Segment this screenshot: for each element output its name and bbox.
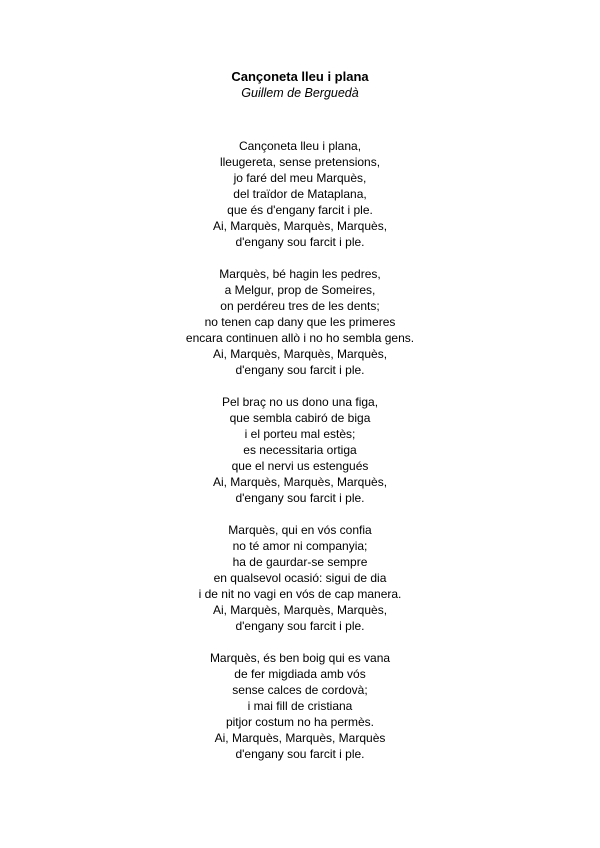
poem-line: lleugereta, sense pretensions, [219, 155, 381, 169]
poem-line: a Melgur, prop de Someires, [224, 283, 376, 297]
poem-line: Marquès, qui en vós confia [228, 523, 372, 537]
poem-line: del traïdor de Mataplana, [233, 187, 367, 201]
refrain-line: Ai, Marquès, Marquès, Marquès, [212, 475, 388, 489]
poem-line: Marquès, bé hagin les pedres, [219, 267, 381, 281]
poem-line: ha de gaurdar-se sempre [232, 555, 368, 569]
poem-title: Cançoneta lleu i plana [231, 69, 369, 84]
refrain-line: d'engany sou farcit i ple. [235, 619, 365, 633]
poem-line: i de nit no vagi en vós de cap manera. [198, 587, 402, 601]
poem-line: no té amor ni companyia; [232, 539, 368, 553]
poem-line: encara continuen allò i no ho sembla gens. [185, 331, 415, 345]
refrain-line: Ai, Marquès, Marquès, Marquès [214, 731, 386, 745]
stanza-2 [0, 266, 600, 378]
poem-line: on perdéreu tres de les dents; [220, 299, 380, 313]
poem-line: i mai fill de cristiana [247, 699, 353, 713]
poem-line: Cançoneta lleu i plana, [238, 139, 362, 153]
stanza-4 [0, 522, 600, 634]
poem-line: pitjor costum no ha permès. [225, 715, 375, 729]
poem-body [0, 138, 600, 762]
stanza-1 [0, 138, 600, 250]
poem-line: jo faré del meu Marquès, [233, 171, 367, 185]
poem-line: que sembla cabiró de biga [229, 411, 371, 425]
stanza-5 [0, 650, 600, 762]
poem-author: Guillem de Berguedà [241, 86, 359, 100]
refrain-line: Ai, Marquès, Marquès, Marquès, [212, 603, 388, 617]
poem-line: en qualsevol ocasió: sigui de dia [213, 571, 387, 585]
refrain-line: Ai, Marquès, Marquès, Marquès, [212, 219, 388, 233]
refrain-line: Ai, Marquès, Marquès, Marquès, [212, 347, 388, 361]
stanza-3 [0, 394, 600, 506]
poem-line: sense calces de cordovà; [232, 683, 368, 697]
poem-line: que el nervi us estengués [231, 459, 369, 473]
refrain-line: d'engany sou farcit i ple. [235, 363, 365, 377]
poem-line: que és d'engany farcit i ple. [227, 203, 373, 217]
poem-line: de fer migdiada amb vós [234, 667, 366, 681]
poem-line: Marquès, és ben boig qui es vana [209, 651, 391, 665]
refrain-line: d'engany sou farcit i ple. [235, 235, 365, 249]
refrain-line: d'engany sou farcit i ple. [235, 747, 365, 761]
poem-line: es necessitaria ortiga [243, 443, 357, 457]
poem-line: i el porteu mal estès; [244, 427, 356, 441]
poem-line: Pel braç no us dono una figa, [221, 395, 379, 409]
refrain-line: d'engany sou farcit i ple. [235, 491, 365, 505]
poem-line: no tenen cap dany que les primeres [204, 315, 396, 329]
